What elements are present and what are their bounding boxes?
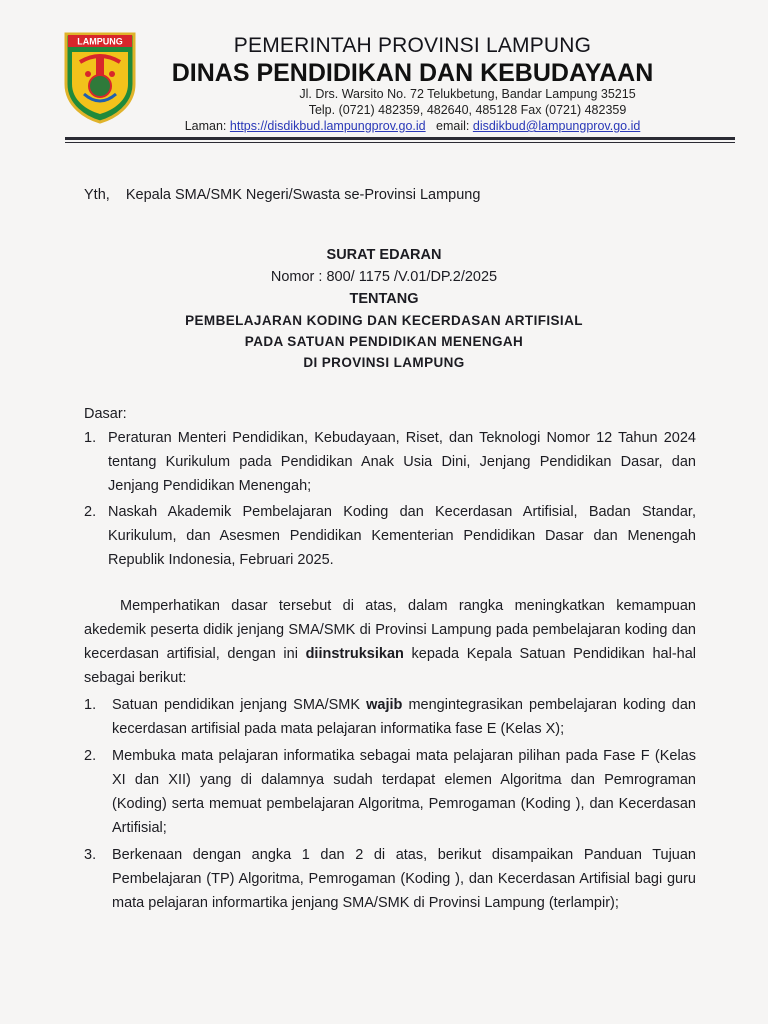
government-name: PEMERINTAH PROVINSI LAMPUNG [233, 34, 592, 57]
phone-line: Telp. (0721) 482359, 482640, 485128 Fax (0721) 482359 [308, 102, 627, 117]
letterhead-divider-thick [65, 137, 735, 140]
recipient-label: Yth, [84, 187, 110, 203]
letterhead [150, 34, 675, 134]
list-item-text-after: mengintegrasikan pembelajaran koding dan kecerdasan artifisial pada mata pelajaran informatika fase E (Kelas X); [112, 697, 696, 737]
intro-emphasis: diinstruksikan [305, 646, 404, 662]
subject-line-2: PADA SATUAN PENDIDIKAN MENENGAH [244, 334, 524, 349]
email-link[interactable]: disdikbud@lampungprov.go.id [472, 119, 641, 133]
list-item [84, 843, 696, 915]
recipient-name: Kepala SMA/SMK Negeri/Swasta se-Provinsi Lampung [125, 187, 481, 203]
email-label: email: [436, 119, 470, 133]
recipient-line [84, 187, 480, 203]
subject-line-3: DI PROVINSI LAMPUNG [303, 355, 465, 370]
website-link[interactable]: https://disdikbud.lampungprov.go.id [229, 119, 426, 133]
intro-paragraph [84, 594, 696, 690]
website-label: Laman: [184, 119, 227, 133]
list-item-text: Berkenaan dengan angka 1 dan 2 di atas, berikut disampaikan Panduan Tujuan Pembelajaran (TP) Algoritma, Pemrogaman (Koding ), dan Kecerdasan Artifisial bagi guru mata pelajaran informartika jenjang SMA/SMK di Provinsi Lampung (terlampir); [112, 847, 696, 911]
address-line: Jl. Drs. Warsito No. 72 Telukbetung, Bandar Lampung 35215 [299, 87, 636, 101]
list-item-text: Membuka mata pelajaran informatika sebagai mata pelajaran pilihan pada Fase F (Kelas XI dan XII) yang di dalamnya sudah terdapat elemen Algoritma dan Pemrograman (Koding) serta memuat pembelajaran Algoritma, Pemrogaman (Koding ), dan Kecerdasan Artifisial; [112, 748, 696, 836]
list-item-number: 1. [84, 697, 97, 713]
list-item [84, 744, 696, 840]
department-name: DINAS PENDIDIKAN DAN KEBUDAYAAN [171, 59, 654, 87]
list-item-number: 2. [84, 504, 97, 520]
list-item-text-before: Satuan pendidikan jenjang SMA/SMK [112, 697, 361, 713]
list-item-text: Peraturan Menteri Pendidikan, Kebudayaan, Riset, dan Teknologi Nomor 12 Tahun 2024 tentang Kurikulum pada Pendidikan Anak Usia Dini, Jenjang Pendidikan Dasar, dan Jenjang Pendidikan Menengah; [108, 430, 696, 494]
list-item-emphasis: wajib [366, 697, 403, 713]
lampung-emblem-icon [62, 28, 138, 124]
list-item-text: Naskah Akademik Pembelajaran Koding dan Kecerdasan Artifisial, Badan Standar, Kurikulum, dan Asesmen Pendidikan Kementerian Pendidikan Dasar dan Menengah Republik Indonesia, Februari 2025. [108, 504, 696, 568]
intro-text-before: Memperhatikan dasar tersebut di atas, dalam rangka meningkatkan kemampuan akedemik peserta didik jenjang SMA/SMK di Provinsi Lampung pada pembelajaran koding dan kecerdasan artifisial, dengan ini [84, 598, 696, 662]
list-item-number: 3. [84, 847, 97, 863]
basis-list [84, 426, 696, 572]
subject-line-1: PEMBELAJARAN KODING DAN KECERDASAN ARTIFISIAL [185, 313, 583, 328]
list-item-number: 1. [84, 430, 97, 446]
letter-about: TENTANG [349, 291, 419, 307]
instruction-list [84, 693, 696, 915]
basis-label: Dasar: [84, 406, 127, 422]
intro-text-after: kepada Kepala Satuan Pendidikan hal-hal sebagai berikut: [84, 646, 697, 686]
list-item [84, 500, 696, 572]
letter-title [84, 244, 684, 373]
letter-number: Nomor : 800/ 1175 /V.01/DP.2/2025 [270, 269, 498, 285]
emblem-label: LAMPUNG [77, 36, 123, 47]
list-item-number: 2. [84, 748, 97, 764]
letterhead-divider-thin [65, 142, 735, 143]
list-item [84, 693, 696, 741]
contact-line [150, 118, 675, 134]
list-item [84, 426, 696, 498]
letter-type: SURAT EDARAN [326, 247, 442, 263]
